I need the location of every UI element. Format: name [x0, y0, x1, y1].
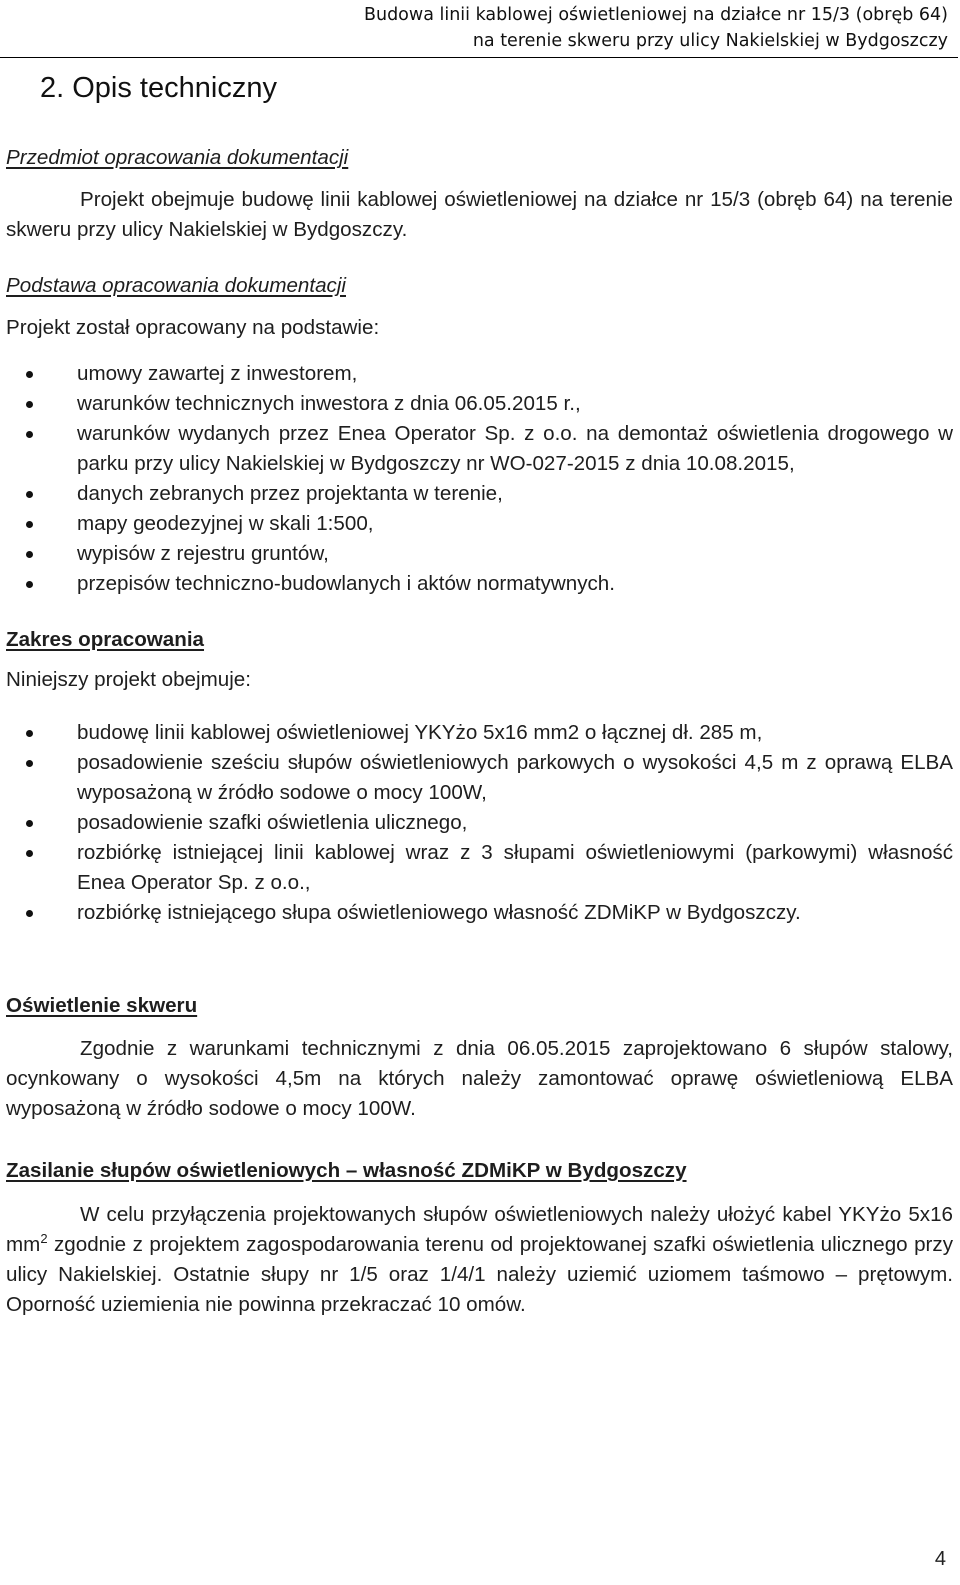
- section-heading-basis: Podstawa opracowania dokumentacji: [6, 274, 346, 297]
- list-item: rozbiórkę istniejącego słupa oświetleniowego własność ZDMiKP w Bydgoszczy.: [6, 898, 953, 928]
- section-basis: [6, 271, 953, 599]
- power-text: [6, 1200, 953, 1320]
- header-line-1: Budowa linii kablowej oświetleniowej na działce nr 15/3 (obręb 64): [363, 5, 948, 25]
- list-item: posadowienie szafki oświetlenia ulicznego,: [6, 808, 953, 838]
- page-number: 4: [934, 1548, 946, 1570]
- list-item: umowy zawartej z inwestorem,: [6, 359, 953, 389]
- document-body: [6, 143, 953, 1320]
- section-heading-scope: Zakres opracowania: [6, 628, 205, 651]
- list-item: przepisów techniczno-budowlanych i aktów normatywnych.: [6, 569, 953, 599]
- list-item: danych zebranych przez projektanta w terenie,: [6, 479, 953, 509]
- section-lighting: [6, 991, 953, 1124]
- list-item: budowę linii kablowej oświetleniowej YKYżo 5x16 mm2 o łącznej dł. 285 m,: [6, 718, 953, 748]
- power-text-superscript: 2: [40, 1231, 48, 1246]
- basis-list: [6, 359, 953, 599]
- header-line-2: na terenie skweru przy ulicy Nakielskiej w Bydgoszczy: [472, 31, 948, 51]
- page-title: 2. Opis techniczny: [40, 72, 277, 104]
- section-subject: [6, 143, 953, 245]
- list-item: posadowienie sześciu słupów oświetleniowych parkowych o wysokości 4,5 m z oprawą ELBA wyposażoną w źródło sodowe o mocy 100W,: [6, 748, 953, 808]
- header-rule: [0, 57, 958, 58]
- list-item: mapy geodezyjnej w skali 1:500,: [6, 509, 953, 539]
- list-item: wypisów z rejestru gruntów,: [6, 539, 953, 569]
- scope-list: [6, 718, 953, 928]
- power-text-part-2: zgodnie z projektem zagospodarowania terenu od projektowanej szafki oświetlenia ulicznego przy ulicy Nakielskiej. Ostatnie słupy nr 1/5 oraz 1/4/1 należy uziemić uziomem taśmowo – prętowym. Oporność uziemienia nie powinna przekraczać 10 omów.: [6, 1233, 953, 1316]
- section-power: [6, 1156, 953, 1320]
- power-text-part-1: W celu przyłączenia projektowanych słupów oświetleniowych należy ułożyć kabel YKYżo 5x16 mm: [6, 1203, 953, 1256]
- lighting-text: Zgodnie z warunkami technicznymi z dnia 06.05.2015 zaprojektowano 6 słupów stalowy, ocynkowany o wysokości 4,5m na których należy zamontować oprawę oświetleniową ELBA wyposażoną w źródło sodowe o mocy 100W.: [6, 1037, 953, 1120]
- subject-text: Projekt obejmuje budowę linii kablowej oświetleniowej na działce nr 15/3 (obręb 64) na terenie skweru przy ulicy Nakielskiej w Bydgoszczy.: [6, 188, 953, 241]
- page-header: [364, 2, 948, 54]
- section-heading-lighting: Oświetlenie skweru: [6, 994, 198, 1017]
- list-item: warunków wydanych przez Enea Operator Sp. z o.o. na demontaż oświetlenia drogowego w parku przy ulicy Nakielskiej w Bydgoszczy nr WO-027-2015 z dnia 10.08.2015,: [6, 419, 953, 479]
- section-scope: [6, 625, 953, 928]
- scope-intro: Niniejszy projekt obejmuje:: [6, 668, 251, 691]
- list-item: warunków technicznych inwestora z dnia 06.05.2015 r.,: [6, 389, 953, 419]
- section-heading-subject: Przedmiot opracowania dokumentacji: [6, 146, 349, 169]
- basis-intro: Projekt został opracowany na podstawie:: [6, 316, 380, 339]
- list-item: rozbiórkę istniejącej linii kablowej wraz z 3 słupami oświetleniowymi (parkowymi) własność Enea Operator Sp. z o.o.,: [6, 838, 953, 898]
- section-heading-power: Zasilanie słupów oświetleniowych – własność ZDMiKP w Bydgoszczy: [6, 1159, 687, 1182]
